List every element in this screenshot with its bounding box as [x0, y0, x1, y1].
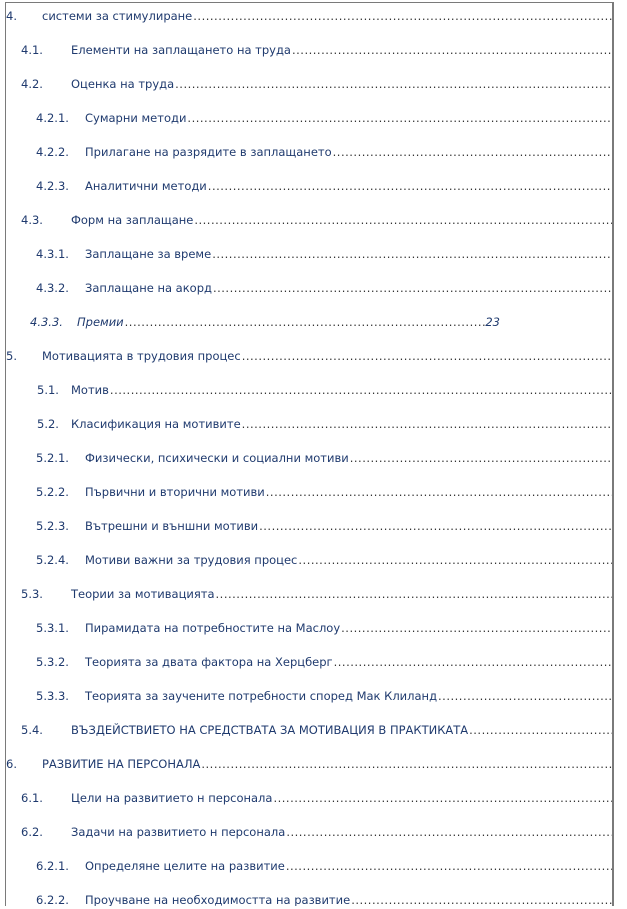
toc-entry-title: Физически, психически и социални мотиви	[85, 451, 349, 465]
toc-entry-number: 5.3.1.	[36, 621, 69, 635]
toc-entry[interactable]	[36, 553, 612, 587]
toc-dot-leader	[298, 553, 612, 567]
toc-dot-leader	[175, 77, 612, 91]
toc-entry[interactable]	[6, 349, 612, 383]
toc-entry[interactable]	[21, 43, 612, 77]
toc-dot-leader	[341, 621, 612, 635]
toc-entry[interactable]	[36, 451, 612, 485]
toc-entry-number: 6.2.1.	[36, 859, 69, 873]
toc-dot-leader	[208, 179, 612, 193]
toc-entry-number: 6.2.2.	[36, 893, 69, 906]
toc-entry-title: Първични и вторични мотиви	[85, 485, 265, 499]
toc-entry[interactable]	[21, 77, 612, 111]
toc-entry-title: системи за стимулиране	[42, 9, 193, 23]
toc-entry-title: Форм на заплащане	[71, 213, 194, 227]
toc-dot-leader	[242, 417, 612, 431]
toc-dot-leader	[273, 791, 612, 805]
toc-entry-title: Класификация на мотивите	[71, 417, 241, 431]
toc-dot-leader	[187, 111, 612, 125]
toc-entry[interactable]	[6, 757, 612, 791]
toc-dot-leader	[213, 281, 612, 295]
toc-entry-title: Проучване на необходимостта на развитие	[85, 893, 351, 906]
toc-dot-leader	[286, 859, 612, 873]
toc-entry-title: Теорията за двата фактора на Херцберг	[85, 655, 333, 669]
toc-dot-leader	[110, 383, 612, 397]
toc-entry-number: 4.2.	[21, 77, 43, 91]
toc-entry-number: 6.1.	[21, 791, 43, 805]
toc-entry-title: Определяне целите на развитие	[85, 859, 285, 873]
toc-entry-title: Пирамидата на потребностите на Маслоу	[85, 621, 341, 635]
toc-entry-title: Сумарни методи	[85, 111, 187, 125]
toc-entry-title: Задачи на развитието н персонала	[71, 825, 286, 839]
toc-dot-leader	[216, 587, 612, 601]
toc-entry-title: ВЪЗДЕЙСТВИЕТО НА СРЕДСТВАТА ЗА МОТИВАЦИЯ В ПРАКТИКАТА	[71, 723, 469, 737]
toc-entry-number: 4.3.2.	[36, 281, 69, 295]
toc-dot-leader	[201, 757, 612, 771]
toc-entry[interactable]	[36, 621, 612, 655]
toc-dot-leader	[242, 349, 612, 363]
toc-dot-leader	[438, 689, 612, 703]
toc-dot-leader	[194, 213, 612, 227]
toc-entry-number: 4.1.	[21, 43, 43, 57]
toc-entry[interactable]	[36, 655, 612, 689]
toc-entry[interactable]	[36, 281, 612, 315]
toc-entry[interactable]	[36, 859, 612, 893]
toc-entry-number: 5.2.3.	[36, 519, 69, 533]
toc-dot-leader	[212, 247, 612, 261]
toc-entry-number: 5.2.4.	[36, 553, 69, 567]
toc-entry-number: 5.1.	[37, 383, 59, 397]
toc-entry[interactable]	[36, 111, 612, 145]
toc-entry-title: Оценка на труда	[71, 77, 175, 91]
toc-entry[interactable]	[37, 417, 612, 451]
toc-entry-number: 5.	[6, 349, 17, 363]
toc-dot-leader	[469, 723, 612, 737]
toc-entry[interactable]	[36, 179, 612, 213]
toc-dot-leader	[286, 825, 612, 839]
toc-dot-leader	[125, 315, 486, 329]
toc-entry[interactable]	[36, 689, 612, 723]
toc-entry[interactable]	[21, 723, 612, 757]
toc-entry[interactable]	[30, 315, 502, 349]
toc-entry[interactable]	[6, 9, 612, 43]
toc-entry-number: 4.2.1.	[36, 111, 69, 125]
toc-entry[interactable]	[36, 893, 612, 906]
toc-entry-number: 4.3.3.	[30, 315, 63, 329]
toc-entry-number: 5.3.3.	[36, 689, 69, 703]
toc-entry-title: Аналитични методи	[85, 179, 207, 193]
toc-entry-number: 5.3.	[21, 587, 43, 601]
toc-entry-title: Цели на развитието н персонала	[71, 791, 273, 805]
toc-entry-number: 6.2.	[21, 825, 43, 839]
toc-entry-title: Премии	[77, 315, 124, 329]
toc-entry-number: 5.2.2.	[36, 485, 69, 499]
toc-frame	[5, 2, 614, 906]
toc-entry-title: Мотиви важни за трудовия процес	[85, 553, 298, 567]
toc-entry-number: 5.2.1.	[36, 451, 69, 465]
toc-dot-leader	[292, 43, 612, 57]
toc-entry-number: 5.4.	[21, 723, 43, 737]
toc-entry-number: 5.3.2.	[36, 655, 69, 669]
toc-dot-leader	[351, 893, 612, 906]
toc-entry[interactable]	[37, 383, 612, 417]
toc-entry-title: Прилагане на разрядите в заплащането	[85, 145, 332, 159]
toc-entry-number: 4.3.1.	[36, 247, 69, 261]
toc-dot-leader	[333, 145, 612, 159]
toc-entry-title: РАЗВИТИЕ НА ПЕРСОНАЛА	[42, 757, 201, 771]
toc-entry-title: Вътрешни и външни мотиви	[85, 519, 259, 533]
toc-entry-title: Заплащане на акорд	[85, 281, 212, 295]
toc-dot-leader	[193, 9, 612, 23]
toc-entry[interactable]	[36, 247, 612, 281]
toc-entry[interactable]	[36, 145, 612, 179]
toc-entry-title: Елементи на заплащането на труда	[71, 43, 291, 57]
toc-entry[interactable]	[21, 213, 612, 247]
toc-entry[interactable]	[36, 519, 612, 553]
toc-entry-number: 5.2.	[37, 417, 59, 431]
toc-dot-leader	[266, 485, 612, 499]
toc-entry-title: Мотив	[71, 383, 109, 397]
toc-entry[interactable]	[21, 587, 612, 621]
toc-entry-number: 4.2.3.	[36, 179, 69, 193]
toc-entry-number: 6.	[6, 757, 17, 771]
toc-entry-title: Заплащане за време	[85, 247, 212, 261]
toc-entry[interactable]	[21, 791, 612, 825]
toc-entry-number: 4.2.2.	[36, 145, 69, 159]
toc-entry-number: 4.3.	[21, 213, 43, 227]
toc-dot-leader	[350, 451, 612, 465]
toc-entry-title: Мотивацията в трудовия процес	[42, 349, 241, 363]
toc-dot-leader	[334, 655, 612, 669]
toc-entry[interactable]	[36, 485, 612, 519]
toc-entry-title: Теорията за заучените потребности според Мак Клиланд	[85, 689, 438, 703]
toc-entry-title: Теории за мотивацията	[71, 587, 215, 601]
toc-dot-leader	[259, 519, 612, 533]
toc-entry-number: 4.	[6, 9, 17, 23]
toc-page-number: 23	[485, 315, 500, 329]
toc-entry[interactable]	[21, 825, 612, 859]
